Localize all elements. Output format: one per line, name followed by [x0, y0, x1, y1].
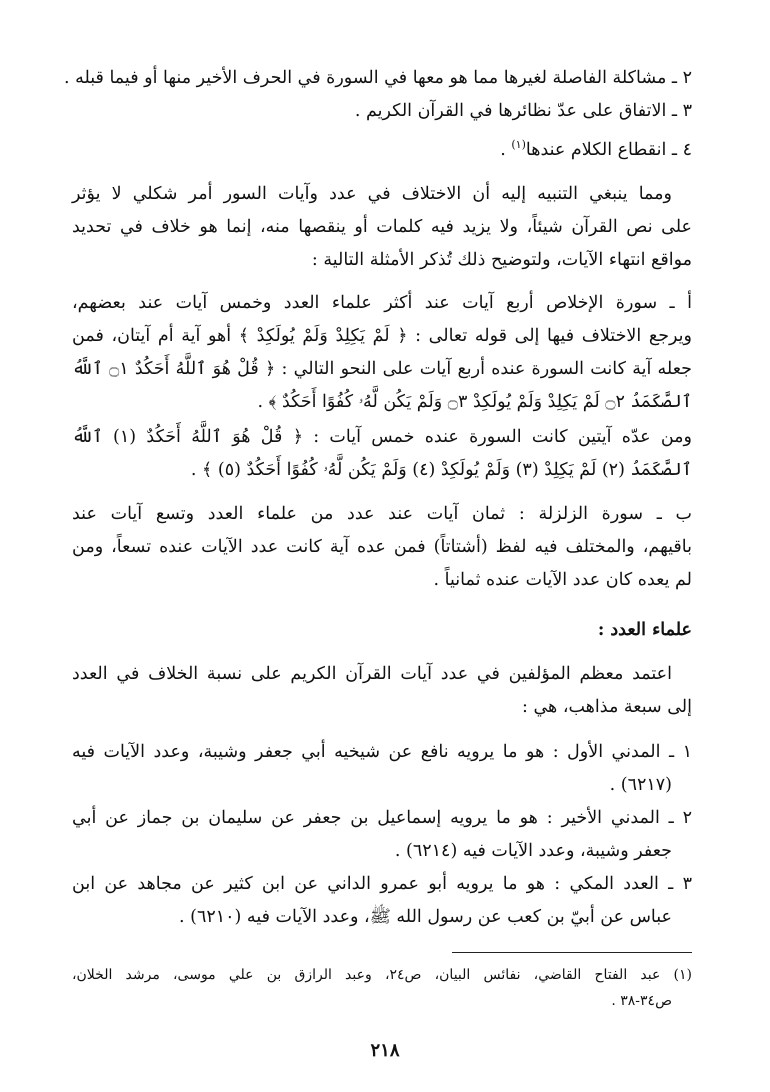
section-heading [72, 614, 692, 647]
paragraph-line: ويرجع الاختلاف فيها إلى قوله تعالى : ﴿ لَمْ يَكِلِدْ وَلَمْ يُولَكِدْ ﴾ أهو آية أم آيتان، فمن [72, 326, 692, 346]
paragraph-line: جعله آية كانت السورة عنده أربع آيات على النحو التالي : ﴿ قُلْ هُوَ ٱللَّهُ أَحَكُدٌ ۝١ ٱللَّهُ [72, 359, 692, 379]
paragraph-intro [72, 658, 692, 724]
footnotes [72, 962, 692, 1014]
paragraph-line: باقيهم، والمختلف فيه لفظ (أشتاتاً) فمن عده آية كانت عدد الآيات عنده تسعاً، ومن [72, 537, 692, 557]
paragraph-note [72, 178, 692, 277]
list-item-madani-first [72, 736, 692, 802]
paragraph-line: لم يعده كان عدد الآيات عنده ثمانياً . [433, 570, 692, 590]
list-item: ٣ ـ الاتفاق على عدّ نظائرها في القرآن الكريم . [354, 101, 692, 121]
paragraph-line: ٣ ـ العدد المكي : هو ما يرويه أبو عمرو الداني عن ابن كثير عن مجاهد عن ابن [72, 874, 692, 894]
paragraph-line: جعفر وشيبة، وعدد الآيات فيه (٦٢١٤) . [394, 841, 672, 861]
list-item-madani-last [72, 802, 692, 868]
paragraph-line: ٱلصَّكَمَدُ (٢) لَمْ يَكِلِدْ (٣) وَلَمْ يُولَكِدْ (٤) وَلَمْ يَكُن لَّهُۥ كُفُوًا أَحَكُدٌ (٥) ﴾ . [190, 460, 692, 480]
paragraph-zalzala [72, 498, 692, 597]
paragraph-line: ٱلصَّكَمَدُ ۝٢ لَمْ يَكِلِدْ وَلَمْ يُولَكِدْ ۝٣ وَلَمْ يَكُن لَّهُۥ كُفُوًا أَحَكُدٌ ﴾ . [257, 392, 692, 412]
list-item-makki [72, 868, 692, 934]
heading-text: علماء العدد : [597, 620, 692, 640]
page-number: ٢١٨ [370, 1040, 400, 1061]
paragraph-line: ب ـ سورة الزلزلة : ثمان آيات عند عدد من علماء العدد وتسع آيات عند [72, 504, 692, 524]
paragraph-ikhlas-five [72, 421, 692, 487]
list-item: ٢ ـ مشاكلة الفاصلة لغيرها مما هو معها في السورة في الحرف الأخير منها أو فيما قبله . [63, 68, 692, 88]
footnote-divider [452, 952, 692, 953]
list-criteria [63, 62, 692, 167]
list-item: ٤ ـ انقطاع الكلام عندها$^{(١)}$ . [500, 138, 692, 160]
paragraph-line: أ ـ سورة الإخلاص أربع آيات عند أكثر علماء العدد وخمس آيات عند بعضهم، [72, 293, 692, 313]
paragraph-line: ومن عدّه آيتين كانت السورة عنده خمس آيات : ﴿ قُلْ هُوَ ٱللَّهُ أَحَكُدٌ (١) ٱللَّهُ [72, 427, 692, 447]
paragraph-line: اعتمد معظم المؤلفين في عدد آيات القرآن الكريم على نسبة الخلاف في العدد [72, 664, 672, 684]
paragraph-line: إلى سبعة مذاهب، هي : [522, 697, 692, 717]
footnote-line: (١) عبد الفتاح القاضي، نفائس البيان، ص٢٤، وعبد الرازق بن علي موسى، مرشد الخلان، [72, 967, 692, 983]
footnote-ref: (١) [511, 138, 526, 151]
paragraph-ikhlas [72, 287, 692, 419]
paragraph-line: ٢ ـ المدني الأخير : هو ما يرويه إسماعيل بن جعفر عن سليمان بن جماز عن أبي [72, 808, 692, 828]
paragraph-line: على نص القرآن شيئاً، ولا يزيد فيه كلمات أو ينقصها منه، إنما هو خلاف في تحديد [72, 217, 692, 237]
paragraph-line: عباس عن أبيّ بن كعب عن رسول الله ﷺ، وعدد الآيات فيه (٦٢١٠) . [178, 907, 672, 927]
footnote-line: ص٣٤-٣٨ . [611, 993, 672, 1009]
paragraph-line: ومما ينبغي التنبيه إليه أن الاختلاف في عدد وآيات السور أمر شكلي لا يؤثر [72, 184, 672, 204]
paragraph-line: مواقع انتهاء الآيات، ولتوضيح ذلك تُذكر الأمثلة التالية : [311, 250, 692, 270]
paragraph-line: ١ ـ المدني الأول : هو ما يرويه نافع عن شيخيه أبي جعفر وشيبة، وعدد الآيات فيه [72, 742, 692, 762]
paragraph-line: (٦٢١٧) . [609, 775, 672, 795]
